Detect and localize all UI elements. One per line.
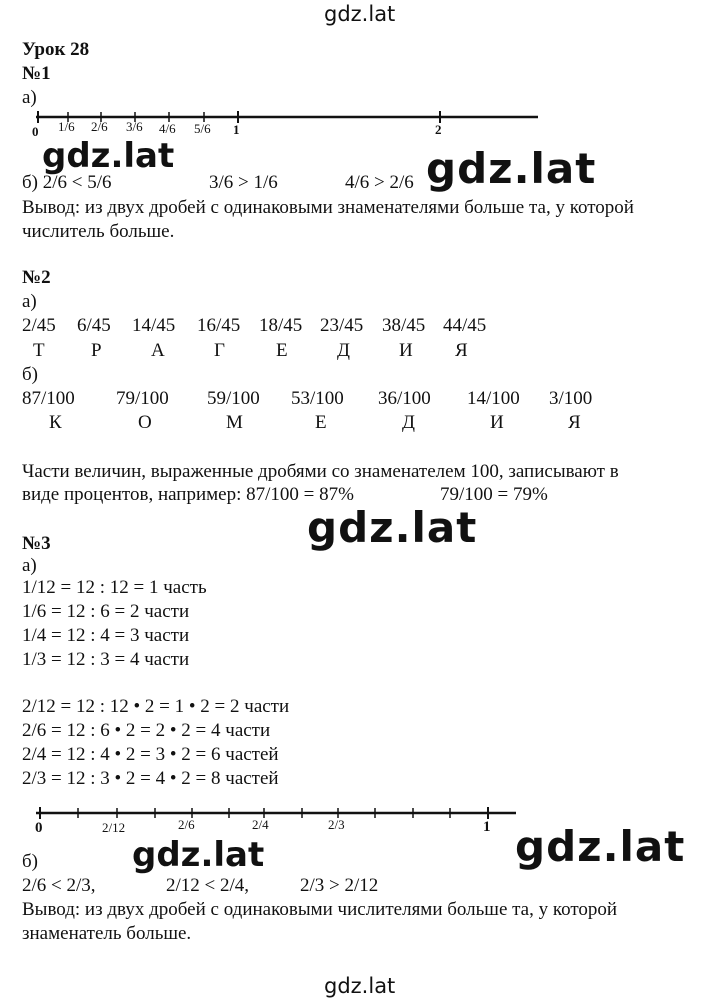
task2-fraction-b-4: 53/100 [291, 388, 344, 409]
axis1-label-2: 2 [435, 122, 442, 137]
watermark-top: gdz.lat [324, 2, 396, 26]
task2-letter-b-1: К [49, 412, 62, 433]
task3-line-2-1: 2/12 = 12 : 12 • 2 = 1 • 2 = 2 части [22, 696, 290, 717]
task2-letter-a-2: Р [91, 340, 102, 361]
task3-line-1-3: 1/4 = 12 : 4 = 3 части [22, 625, 190, 646]
axis1-label-0: 0 [32, 124, 39, 139]
watermark-right-2: gdz.lat [515, 822, 686, 871]
task2-letter-a-7: И [399, 340, 413, 361]
task2-letter-b-4: Е [315, 412, 327, 433]
task1-comparison-1: 2/6 < 5/6 [42, 172, 112, 193]
task2-part-b: б) [22, 364, 38, 385]
task1-part-b-label: б) [22, 172, 38, 193]
task3-line-1-2: 1/6 = 12 : 6 = 2 части [22, 601, 190, 622]
task2-note-line2: виде процентов, например: 87/100 = 87% [22, 484, 354, 505]
task3-line-2-3: 2/4 = 12 : 4 • 2 = 3 • 2 = 6 частей [22, 744, 279, 765]
task1-comparison-2: 3/6 > 1/6 [209, 172, 278, 193]
task2-fraction-b-2: 79/100 [116, 388, 169, 409]
task1-conclusion-line2: числитель больше. [22, 221, 175, 242]
task2-letter-b-6: И [490, 412, 504, 433]
task1-part-a: а) [22, 87, 37, 108]
axis1-label-1-6: 1/6 [58, 119, 75, 134]
axis1-label-1: 1 [233, 122, 240, 137]
task2-fraction-b-7: 3/100 [549, 388, 593, 409]
task2-fraction-a-1: 2/45 [22, 315, 56, 336]
task1-conclusion-line1: Вывод: из двух дробей с одинаковыми знаменателями больше та, у которой [22, 197, 634, 218]
task2-fraction-b-6: 14/100 [467, 388, 520, 409]
task3-comparison-3: 2/3 > 2/12 [300, 875, 379, 896]
task2-fraction-b-3: 59/100 [207, 388, 260, 409]
axis2-label-1: 1 [483, 819, 491, 835]
axis2-label-2-6: 2/6 [178, 817, 195, 832]
task2-letter-a-8: Я [455, 340, 468, 361]
task2-letter-a-3: А [151, 340, 165, 361]
task2-note-example2: 79/100 = 79% [440, 484, 548, 505]
task2-fraction-a-5: 18/45 [259, 315, 303, 336]
task3-line-2-4: 2/3 = 12 : 3 • 2 = 4 • 2 = 8 частей [22, 768, 279, 789]
axis1-label-4-6: 4/6 [159, 121, 176, 136]
task3-conclusion-line1: Вывод: из двух дробей с одинаковыми числителями больше та, у которой [22, 899, 618, 920]
task2-letter-a-4: Г [214, 340, 225, 361]
task2-fraction-a-2: 6/45 [77, 315, 111, 336]
task2-letter-a-6: Д [337, 340, 350, 361]
task3-line-2-2: 2/6 = 12 : 6 • 2 = 2 • 2 = 4 части [22, 720, 271, 741]
task2-letter-b-3: М [226, 412, 243, 433]
task1-number: №1 [22, 63, 51, 84]
task2-letter-b-2: О [138, 412, 152, 433]
task2-letter-a-5: Е [276, 340, 288, 361]
task2-fraction-b-5: 36/100 [378, 388, 431, 409]
axis2-label-0: 0 [35, 820, 43, 836]
task3-line-1-1: 1/12 = 12 : 12 = 1 часть [22, 577, 207, 598]
task2-fraction-a-6: 23/45 [320, 315, 364, 336]
axis1-label-2-6: 2/6 [91, 119, 108, 134]
task3-part-b: б) [22, 851, 38, 872]
task2-fraction-b-1: 87/100 [22, 388, 75, 409]
watermark-left-2: gdz.lat [132, 835, 265, 875]
task3-part-a: а) [22, 555, 37, 576]
task2-part-a: а) [22, 291, 37, 312]
watermark-center: gdz.lat [307, 503, 478, 552]
task1-comparison-3: 4/6 > 2/6 [345, 172, 414, 193]
task3-line-1-4: 1/3 = 12 : 3 = 4 части [22, 649, 190, 670]
lesson-title: Урок 28 [22, 39, 90, 60]
task3-comparison-1: 2/6 < 2/3, [22, 875, 96, 896]
task3-comparison-2: 2/12 < 2/4, [166, 875, 250, 896]
task2-note-line1: Части величин, выраженные дробями со знаменателем 100, записывают в [22, 461, 619, 482]
task2-fraction-a-8: 44/45 [443, 315, 487, 336]
watermark-left-1: gdz.lat [42, 136, 175, 176]
task2-number: №2 [22, 267, 51, 288]
axis1-label-5-6: 5/6 [194, 121, 211, 136]
axis2-label-2-12: 2/12 [102, 820, 126, 835]
task2-letter-a-1: Т [33, 340, 45, 361]
task1-part-b [22, 171, 112, 195]
task2-letter-b-7: Я [568, 412, 581, 433]
task3-conclusion-line2: знаменатель больше. [22, 923, 192, 944]
task2-fraction-a-4: 16/45 [197, 315, 241, 336]
watermark-right-1: gdz.lat [426, 144, 597, 193]
task3-number: №3 [22, 533, 51, 554]
axis2-label-2-3: 2/3 [328, 817, 345, 832]
task2-fraction-a-7: 38/45 [382, 315, 426, 336]
task2-letter-b-5: Д [402, 412, 415, 433]
axis2-label-2-4: 2/4 [252, 817, 269, 832]
axis1-label-3-6: 3/6 [126, 119, 143, 134]
task2-fraction-a-3: 14/45 [132, 315, 176, 336]
watermark-bottom: gdz.lat [324, 974, 396, 998]
